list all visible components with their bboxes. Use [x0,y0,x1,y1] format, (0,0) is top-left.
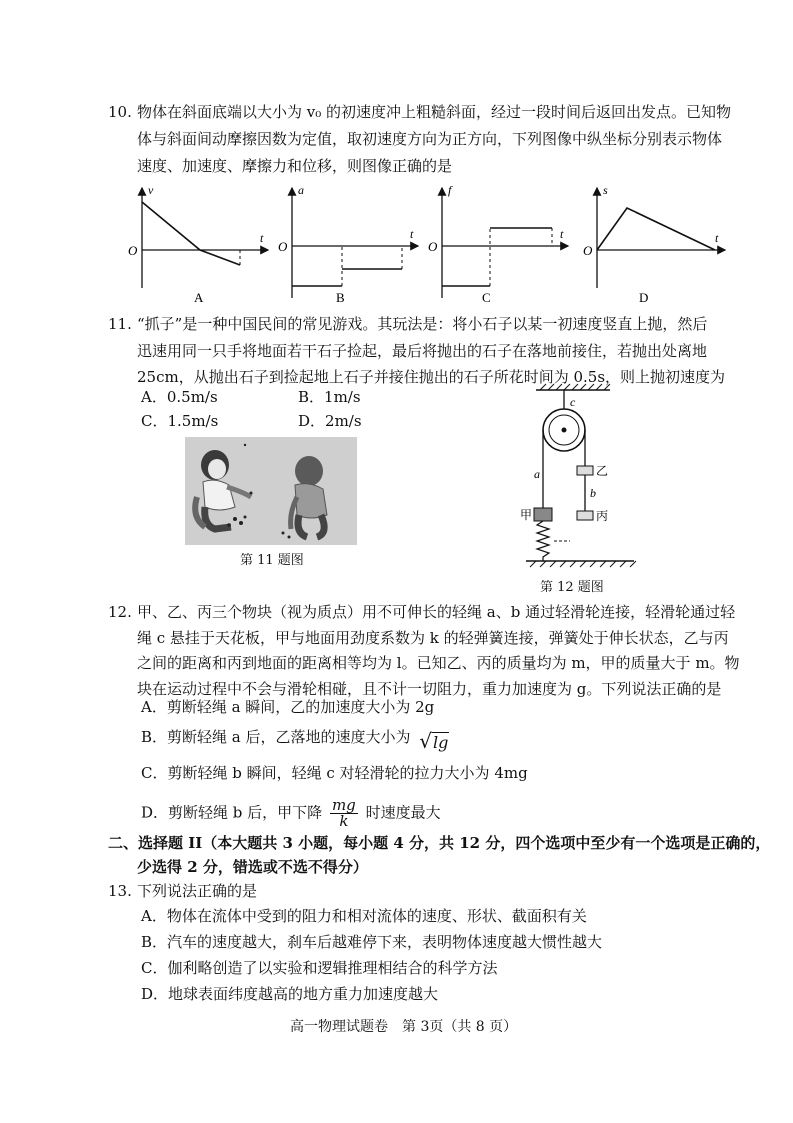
q12-option-b-text: B．剪断轻绳 a 后，乙落地的速度大小为 [141,728,411,746]
q12-figure [520,382,640,574]
q11-option-b: B．1m/s [298,388,361,406]
q12-line-4: 块在运动过程中不会与滑轮相碰，且不计一切阻力，重力加速度为 g。下列说法正确的是 [137,680,722,698]
graph-b-origin: O [278,239,288,254]
q11-number: 11. [108,315,132,333]
q10-line-1: 物体在斜面底端以大小为 v₀ 的初速度冲上粗糙斜面，经过一段时间后返回出发点。已知物 [137,103,732,121]
q12-line-3: 之间的距离和丙到地面的距离相等均为 l。已知乙、丙的质量均为 m，甲的质量大于 m。物 [137,654,740,672]
q10-graphs [120,180,740,310]
section2-line-2: 少选得 2 分，错选或不选不得分） [137,858,368,876]
q13-stem: 下列说法正确的是 [137,882,258,900]
q12-line-1: 甲、乙、丙三个物块（视为质点）用不可伸长的轻绳 a、b 通过轻滑轮连接，轻滑轮通过轻 [137,603,736,621]
sqrt-expression: √lg [419,729,449,753]
graph-d-xaxis: t [715,231,719,245]
graph-c-yaxis: f [448,183,452,197]
q12-option-d-text: D．剪断轻绳 b 后，甲下降 [141,803,323,822]
q12-option-d [141,798,441,829]
graph-a-yaxis: v [148,183,154,197]
graph-b [278,183,418,305]
q12-option-c: C．剪断轻绳 b 瞬间，轻绳 c 对轻滑轮的拉力大小为 4mg [141,764,528,782]
q12-label-b: b [590,486,596,500]
q12-line-2: 绳 c 悬挂于天花板，甲与地面用劲度系数为 k 的轻弹簧连接，弹簧处于伸长状态，乙与丙 [137,629,729,647]
graph-c-origin: O [428,239,438,254]
q11-figure-caption: 第 11 题图 [240,553,304,568]
q13-number: 13. [108,882,132,900]
q13-option-d: D．地球表面纬度越高的地方重力加速度越大 [141,985,439,1003]
q10-line-2: 体与斜面间动摩擦因数为定值，取初速度方向为正方向，下列图像中纵坐标分别表示物体 [137,130,723,148]
q11-line-1: “抓子”是一种中国民间的常见游戏。其玩法是：将小石子以某一初速度竖直上抛，然后 [137,315,708,333]
graph-d-letter: D [639,290,649,305]
q11-figure-image [185,437,357,545]
q13-option-c: C．伽利略创造了以实验和逻辑推理相结合的科学方法 [141,959,498,977]
graph-b-letter: B [336,290,345,305]
q12-label-c: c [570,395,576,409]
graph-a-letter: A [194,290,204,305]
q13-option-a: A．物体在流体中受到的阻力和相对流体的速度、形状、截面积有关 [141,907,587,925]
q12-option-d-tail: 时速度最大 [365,803,441,822]
q11-option-d: D．2m/s [298,412,362,430]
q12-label-yi: 乙 [596,464,609,478]
section2-line-1: 二、选择题 II（本大题共 3 小题，每小题 4 分，共 12 分，四个选项中至少有一个选项是正确的， [108,834,771,852]
graph-c [428,183,568,305]
q10-number: 10. [108,103,132,121]
sqrt-radicand: lg [433,733,449,752]
q11-line-3: 25cm，从抛出石子到捡起地上石子并接住抛出的石子所花时间为 0.5s，则上抛初速度为 [137,368,726,386]
graph-b-yaxis: a [298,183,304,197]
fraction-numerator: mg [331,796,356,814]
q12-option-b [141,724,449,753]
graph-c-xaxis: t [560,227,564,241]
graph-b-xaxis: t [410,227,414,241]
graph-d-yaxis: s [603,183,608,197]
graph-a [128,183,268,305]
q12-label-bing: 丙 [596,509,609,523]
graph-d-origin: O [583,243,593,258]
graph-a-origin: O [128,243,138,258]
q12-option-a: A．剪断轻绳 a 瞬间，乙的加速度大小为 2g [141,698,435,716]
q11-option-a: A．0.5m/s [141,388,218,406]
fraction [330,798,358,829]
graph-c-letter: C [482,290,491,305]
q12-number: 12. [108,603,132,621]
q11-line-2: 迅速用同一只手将地面若干石子捡起，最后将抛出的石子在落地前接住，若抛出处离地 [137,342,708,360]
q12-label-a: a [534,467,540,481]
q13-option-b: B．汽车的速度越大，刹车后越难停下来，表明物体速度越大惯性越大 [141,933,603,951]
q10-line-3: 速度、加速度、摩擦力和位移，则图像正确的是 [137,157,453,175]
q12-figure-caption: 第 12 题图 [540,580,604,595]
fraction-denominator: k [339,812,349,830]
page-footer: 高一物理试题卷 第 3页（共 8 页） [290,1019,518,1035]
graph-a-xaxis: t [260,231,264,245]
q11-option-c: C．1.5m/s [141,412,219,430]
q12-label-jia: 甲 [520,508,533,522]
graph-d [583,183,725,305]
